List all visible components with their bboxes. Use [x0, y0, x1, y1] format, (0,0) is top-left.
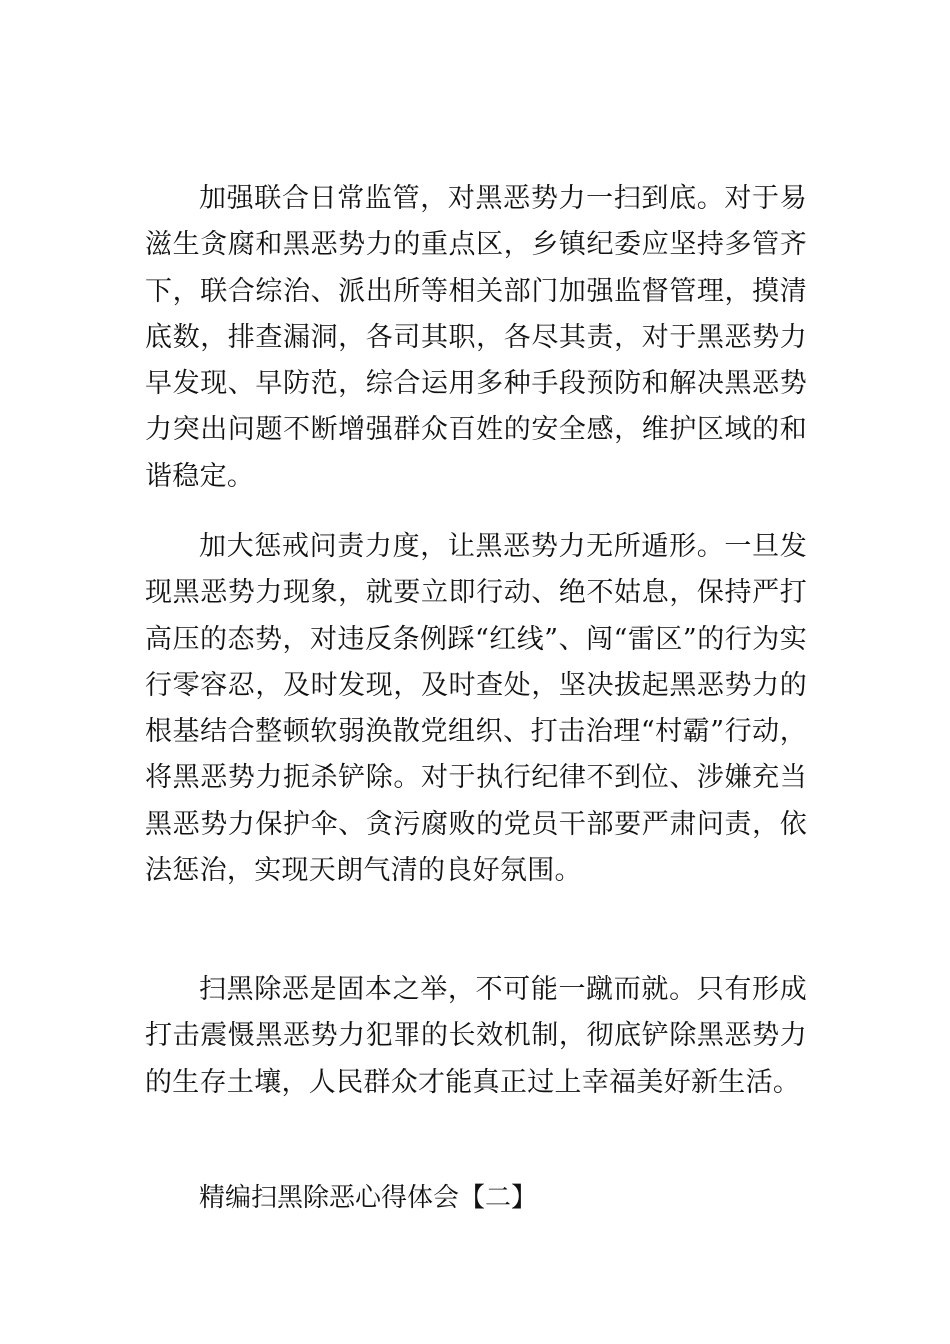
paragraph-joint-supervision: 加强联合日常监管，对黑恶势力一扫到底。对于易滋生贪腐和黑恶势力的重点区，乡镇纪委应坚持多管齐下，联合综治、派出所等相关部门加强监督管理，摸清底数，排查漏洞，各司其职，各尽其责，对于黑恶势力早发现、早防范，综合运用多种手段预防和解决黑恶势力突出问题不断增强群众百姓的安全感，维护区域的和谐稳定。 — [145, 183, 807, 492]
section-heading: 精编扫黑除恶心得体会【二】 — [199, 1183, 538, 1213]
paragraph-long-term-mechanism: 扫黑除恶是固本之举，不可能一蹴而就。只有形成打击震慑黑恶势力犯罪的长效机制，彻底铲除黑恶势力的生存土壤，人民群众才能真正过上幸福美好新生活。 — [145, 974, 807, 1098]
paragraph-accountability: 加大惩戒问责力度，让黑恶势力无所遁形。一旦发现黑恶势力现象，就要立即行动、绝不姑息，保持严打高压的态势，对违反条例踩“红线”、闯“雷区”的行为实行零容忍，及时发现，及时查处，坚决拔起黑恶势力的根基结合整顿软弱涣散党组织、打击治理“村霸”行动，将黑恶势力扼杀铲除。对于执行纪律不到位、涉嫌充当黑恶势力保护伞、贪污腐败的党员干部要严肃问责，依法惩治，实现天朗气清的良好氛围。 — [145, 531, 807, 887]
